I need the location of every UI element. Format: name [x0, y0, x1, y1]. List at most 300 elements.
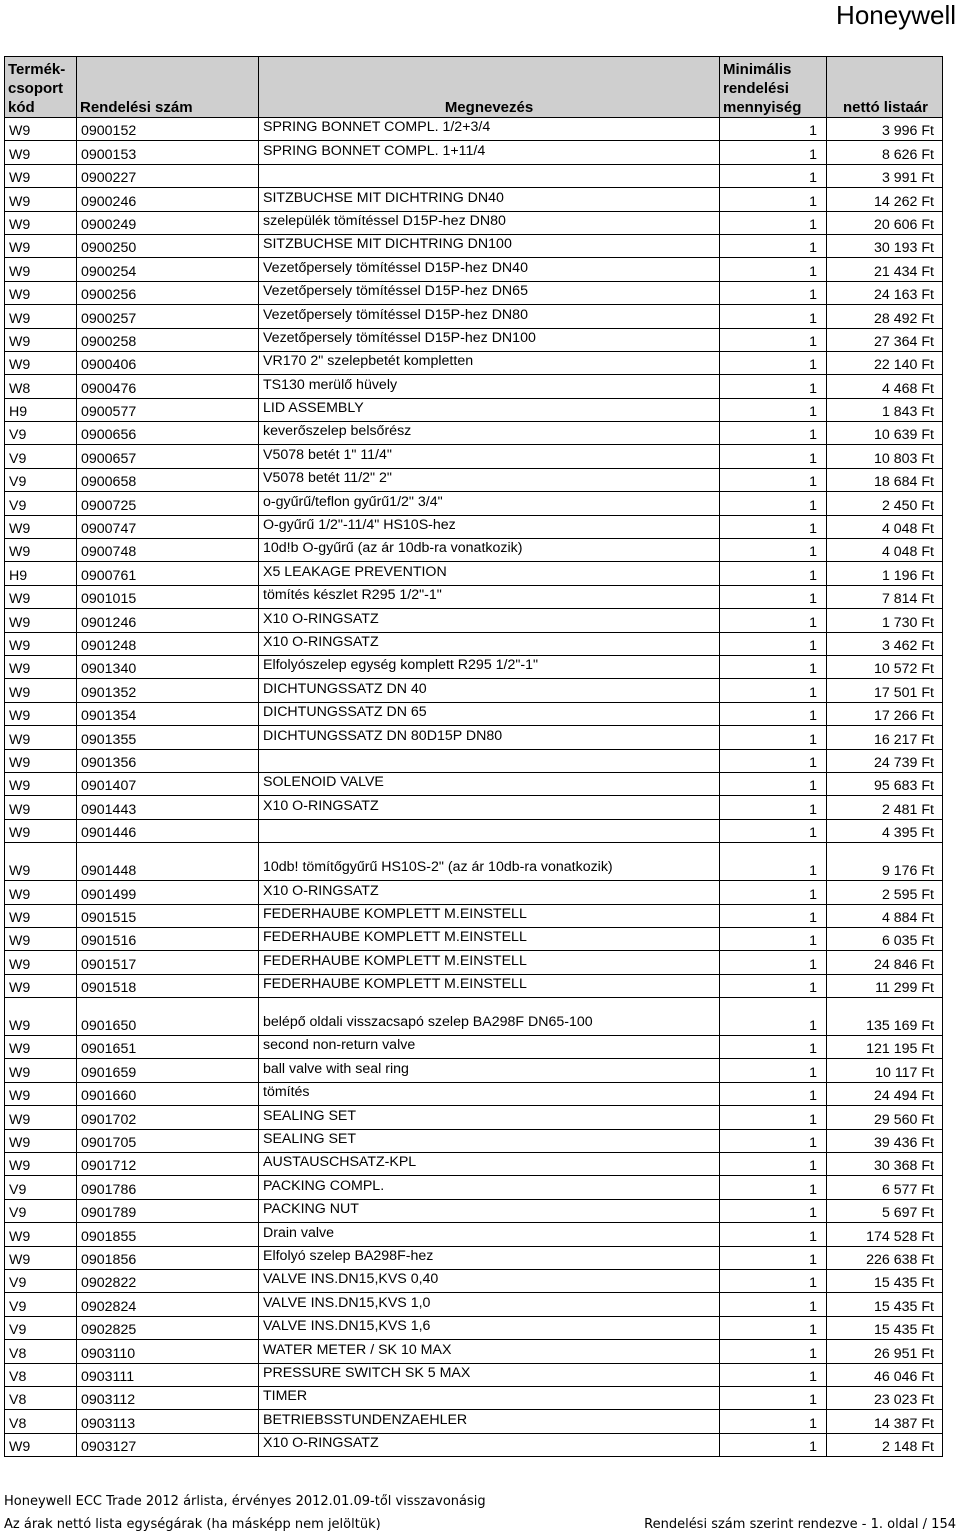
cell-net-price: 20 606 Ft	[827, 211, 943, 234]
table-row	[5, 305, 943, 328]
cell-group-code: V9	[5, 492, 77, 515]
cell-order-number: 0901015	[77, 585, 259, 608]
cell-order-number: 0900249	[77, 211, 259, 234]
cell-order-number: 0901705	[77, 1129, 259, 1152]
cell-group-code: V9	[5, 1293, 77, 1316]
table-row	[5, 1340, 943, 1363]
cell-group-code: W9	[5, 974, 77, 997]
cell-order-number: 0901354	[77, 702, 259, 725]
cell-min-quantity: 1	[720, 702, 827, 725]
cell-description: SEALING SET	[259, 1106, 720, 1129]
cell-net-price: 95 683 Ft	[827, 772, 943, 795]
table-row	[5, 585, 943, 608]
cell-min-quantity: 1	[720, 726, 827, 749]
cell-min-quantity: 1	[720, 562, 827, 585]
cell-order-number: 0901855	[77, 1223, 259, 1246]
cell-net-price: 2 595 Ft	[827, 881, 943, 904]
table-row	[5, 281, 943, 304]
cell-description: VALVE INS.DN15,KVS 1,0	[259, 1293, 720, 1316]
cell-min-quantity: 1	[720, 1293, 827, 1316]
cell-description: WATER METER / SK 10 MAX	[259, 1340, 720, 1363]
cell-order-number: 0901517	[77, 951, 259, 974]
cell-description: SPRING BONNET COMPL. 1/2+3/4	[259, 118, 720, 141]
cell-min-quantity: 1	[720, 1036, 827, 1059]
cell-order-number: 0901659	[77, 1059, 259, 1082]
cell-description: V5078 betét 11/2" 2"	[259, 468, 720, 491]
cell-group-code: W9	[5, 772, 77, 795]
table-row	[5, 1129, 943, 1152]
cell-description: 10db! tömítőgyűrű HS10S-2" (az ár 10db-ra vonatkozik)	[259, 843, 720, 881]
cell-net-price: 16 217 Ft	[827, 726, 943, 749]
cell-description: DICHTUNGSSATZ DN 40	[259, 679, 720, 702]
cell-net-price: 30 193 Ft	[827, 234, 943, 257]
cell-group-code: W9	[5, 351, 77, 374]
cell-description: belépő oldali visszacsapó szelep BA298F DN65-100	[259, 998, 720, 1036]
cell-order-number: 0901786	[77, 1176, 259, 1199]
table-row	[5, 211, 943, 234]
cell-group-code: V8	[5, 1340, 77, 1363]
cell-order-number: 0901499	[77, 881, 259, 904]
price-list-table	[4, 56, 943, 1457]
cell-min-quantity: 1	[720, 118, 827, 141]
table-row	[5, 843, 943, 881]
table-row	[5, 492, 943, 515]
cell-description: V5078 betét 1" 11/4"	[259, 445, 720, 468]
cell-net-price: 1 730 Ft	[827, 609, 943, 632]
cell-min-quantity: 1	[720, 1340, 827, 1363]
cell-net-price: 3 996 Ft	[827, 118, 943, 141]
cell-net-price: 3 991 Ft	[827, 164, 943, 187]
cell-description: X10 O-RINGSATZ	[259, 796, 720, 819]
cell-net-price: 4 048 Ft	[827, 539, 943, 562]
table-row	[5, 1106, 943, 1129]
cell-group-code: W9	[5, 679, 77, 702]
cell-min-quantity: 1	[720, 1176, 827, 1199]
cell-min-quantity: 1	[720, 1246, 827, 1269]
cell-order-number: 0900153	[77, 141, 259, 164]
cell-min-quantity: 1	[720, 881, 827, 904]
cell-description: Vezetőpersely tömítéssel D15P-hez DN40	[259, 258, 720, 281]
cell-description: VALVE INS.DN15,KVS 1,6	[259, 1316, 720, 1339]
cell-net-price: 26 951 Ft	[827, 1340, 943, 1363]
cell-order-number: 0900577	[77, 398, 259, 421]
cell-net-price: 15 435 Ft	[827, 1269, 943, 1292]
table-row	[5, 974, 943, 997]
cell-group-code: V8	[5, 1410, 77, 1433]
cell-order-number: 0900476	[77, 375, 259, 398]
cell-group-code: W9	[5, 726, 77, 749]
cell-order-number: 0900747	[77, 515, 259, 538]
table-row	[5, 234, 943, 257]
table-row	[5, 796, 943, 819]
cell-description: O-gyűrű 1/2"-11/4" HS10S-hez	[259, 515, 720, 538]
cell-group-code: V8	[5, 1363, 77, 1386]
cell-net-price: 29 560 Ft	[827, 1106, 943, 1129]
cell-group-code: W9	[5, 1246, 77, 1269]
table-row	[5, 398, 943, 421]
cell-net-price: 10 572 Ft	[827, 655, 943, 678]
cell-order-number: 0903111	[77, 1363, 259, 1386]
table-body	[5, 118, 943, 1457]
cell-description: LID ASSEMBLY	[259, 398, 720, 421]
cell-group-code: W9	[5, 1036, 77, 1059]
table-row	[5, 749, 943, 772]
table-row	[5, 1316, 943, 1339]
cell-order-number: 0901651	[77, 1036, 259, 1059]
cell-net-price: 24 494 Ft	[827, 1082, 943, 1105]
footer-page-info: Rendelési szám szerint rendezve - 1. oldal / 154	[644, 1517, 956, 1532]
table-row	[5, 1433, 943, 1456]
cell-description: ball valve with seal ring	[259, 1059, 720, 1082]
cell-min-quantity: 1	[720, 1129, 827, 1152]
table-row	[5, 422, 943, 445]
cell-group-code: V9	[5, 1316, 77, 1339]
cell-order-number: 0900406	[77, 351, 259, 374]
cell-order-number: 0901355	[77, 726, 259, 749]
footer-price-note: Az árak nettó lista egységárak (ha másképp nem jelöltük)	[4, 1517, 381, 1532]
table-row	[5, 881, 943, 904]
cell-order-number: 0901340	[77, 655, 259, 678]
cell-net-price: 14 262 Ft	[827, 188, 943, 211]
cell-order-number: 0900246	[77, 188, 259, 211]
cell-min-quantity: 1	[720, 998, 827, 1036]
cell-description: DICHTUNGSSATZ DN 80D15P DN80	[259, 726, 720, 749]
brand-logo: Honeywell	[836, 0, 956, 30]
cell-order-number: 0901448	[77, 843, 259, 881]
table-row	[5, 562, 943, 585]
cell-min-quantity: 1	[720, 632, 827, 655]
cell-group-code: V9	[5, 1269, 77, 1292]
cell-description: SITZBUCHSE MIT DICHTRING DN40	[259, 188, 720, 211]
cell-group-code: W9	[5, 998, 77, 1036]
cell-net-price: 1 843 Ft	[827, 398, 943, 421]
cell-group-code: V9	[5, 1199, 77, 1222]
cell-order-number: 0901789	[77, 1199, 259, 1222]
cell-min-quantity: 1	[720, 1386, 827, 1409]
cell-min-quantity: 1	[720, 1410, 827, 1433]
cell-net-price: 2 450 Ft	[827, 492, 943, 515]
cell-group-code: W9	[5, 585, 77, 608]
cell-group-code: H9	[5, 562, 77, 585]
cell-order-number: 0901246	[77, 609, 259, 632]
cell-group-code: W9	[5, 881, 77, 904]
cell-min-quantity: 1	[720, 1269, 827, 1292]
cell-group-code: W9	[5, 1153, 77, 1176]
cell-net-price: 14 387 Ft	[827, 1410, 943, 1433]
cell-group-code: W9	[5, 305, 77, 328]
cell-min-quantity: 1	[720, 609, 827, 632]
cell-group-code: W9	[5, 141, 77, 164]
cell-min-quantity: 1	[720, 281, 827, 304]
cell-order-number: 0901712	[77, 1153, 259, 1176]
table-row	[5, 702, 943, 725]
cell-min-quantity: 1	[720, 1363, 827, 1386]
cell-group-code: W9	[5, 1129, 77, 1152]
cell-order-number: 0903113	[77, 1410, 259, 1433]
cell-group-code: V9	[5, 422, 77, 445]
cell-description: Vezetőpersely tömítéssel D15P-hez DN80	[259, 305, 720, 328]
cell-group-code: W9	[5, 258, 77, 281]
cell-net-price: 46 046 Ft	[827, 1363, 943, 1386]
table-row	[5, 679, 943, 702]
cell-net-price: 10 639 Ft	[827, 422, 943, 445]
cell-group-code: W9	[5, 1223, 77, 1246]
cell-group-code: W9	[5, 702, 77, 725]
cell-order-number: 0900254	[77, 258, 259, 281]
footer-validity: Honeywell ECC Trade 2012 árlista, érvényes 2012.01.09-től visszavonásig	[4, 1494, 486, 1509]
cell-group-code: W9	[5, 632, 77, 655]
cell-min-quantity: 1	[720, 515, 827, 538]
cell-description: SITZBUCHSE MIT DICHTRING DN100	[259, 234, 720, 257]
cell-net-price: 11 299 Ft	[827, 974, 943, 997]
cell-description: szelepülék tömítéssel D15P-hez DN80	[259, 211, 720, 234]
cell-order-number: 0901407	[77, 772, 259, 795]
cell-order-number: 0900748	[77, 539, 259, 562]
cell-net-price: 2 481 Ft	[827, 796, 943, 819]
cell-net-price: 28 492 Ft	[827, 305, 943, 328]
cell-description: BETRIEBSSTUNDENZAEHLER	[259, 1410, 720, 1433]
cell-description: Elfolyó szelep BA298F-hez	[259, 1246, 720, 1269]
cell-order-number: 0900658	[77, 468, 259, 491]
cell-net-price: 3 462 Ft	[827, 632, 943, 655]
cell-net-price: 5 697 Ft	[827, 1199, 943, 1222]
cell-min-quantity: 1	[720, 539, 827, 562]
table-row	[5, 258, 943, 281]
table-row	[5, 655, 943, 678]
table-row	[5, 1176, 943, 1199]
cell-order-number: 0901518	[77, 974, 259, 997]
cell-order-number: 0901443	[77, 796, 259, 819]
cell-group-code: W9	[5, 211, 77, 234]
cell-description	[259, 819, 720, 842]
cell-net-price: 4 395 Ft	[827, 819, 943, 842]
cell-min-quantity: 1	[720, 655, 827, 678]
cell-min-quantity: 1	[720, 904, 827, 927]
cell-description: X10 O-RINGSATZ	[259, 881, 720, 904]
cell-order-number: 0901352	[77, 679, 259, 702]
cell-min-quantity: 1	[720, 1199, 827, 1222]
table-row	[5, 164, 943, 187]
cell-net-price: 39 436 Ft	[827, 1129, 943, 1152]
cell-order-number: 0900656	[77, 422, 259, 445]
cell-order-number: 0902825	[77, 1316, 259, 1339]
cell-group-code: W9	[5, 1082, 77, 1105]
table-row	[5, 609, 943, 632]
cell-group-code: W9	[5, 328, 77, 351]
cell-min-quantity: 1	[720, 1223, 827, 1246]
cell-group-code: W9	[5, 927, 77, 950]
cell-min-quantity: 1	[720, 164, 827, 187]
cell-order-number: 0901650	[77, 998, 259, 1036]
table-row	[5, 141, 943, 164]
cell-net-price: 2 148 Ft	[827, 1433, 943, 1456]
cell-group-code: W9	[5, 819, 77, 842]
cell-order-number: 0901356	[77, 749, 259, 772]
cell-order-number: 0902822	[77, 1269, 259, 1292]
cell-net-price: 24 163 Ft	[827, 281, 943, 304]
cell-min-quantity: 1	[720, 1059, 827, 1082]
cell-description: second non-return valve	[259, 1036, 720, 1059]
cell-group-code: W9	[5, 118, 77, 141]
table-row	[5, 1059, 943, 1082]
cell-group-code: W9	[5, 655, 77, 678]
cell-description: TIMER	[259, 1386, 720, 1409]
cell-description: TS130 merülő hüvely	[259, 375, 720, 398]
cell-group-code: W9	[5, 843, 77, 881]
cell-net-price: 24 846 Ft	[827, 951, 943, 974]
cell-description: PACKING COMPL.	[259, 1176, 720, 1199]
cell-group-code: W9	[5, 609, 77, 632]
cell-group-code: V9	[5, 445, 77, 468]
cell-description: SPRING BONNET COMPL. 1+11/4	[259, 141, 720, 164]
table-row	[5, 539, 943, 562]
table-row	[5, 904, 943, 927]
cell-order-number: 0901516	[77, 927, 259, 950]
cell-net-price: 4 468 Ft	[827, 375, 943, 398]
table-row	[5, 1246, 943, 1269]
cell-net-price: 7 814 Ft	[827, 585, 943, 608]
table-row	[5, 1363, 943, 1386]
cell-net-price: 21 434 Ft	[827, 258, 943, 281]
table-row	[5, 468, 943, 491]
cell-description: FEDERHAUBE KOMPLETT M.EINSTELL	[259, 951, 720, 974]
cell-description	[259, 164, 720, 187]
cell-net-price: 22 140 Ft	[827, 351, 943, 374]
cell-description: FEDERHAUBE KOMPLETT M.EINSTELL	[259, 927, 720, 950]
cell-order-number: 0902824	[77, 1293, 259, 1316]
cell-description: 10d!b O-gyűrű (az ár 10db-ra vonatkozik)	[259, 539, 720, 562]
header-order-number: Rendelési szám	[77, 57, 259, 118]
table-row	[5, 1223, 943, 1246]
cell-group-code: W9	[5, 539, 77, 562]
cell-net-price: 135 169 Ft	[827, 998, 943, 1036]
cell-description: o-gyűrű/teflon gyűrű1/2" 3/4"	[259, 492, 720, 515]
cell-net-price: 17 501 Ft	[827, 679, 943, 702]
cell-description: SEALING SET	[259, 1129, 720, 1152]
cell-min-quantity: 1	[720, 796, 827, 819]
cell-min-quantity: 1	[720, 234, 827, 257]
cell-order-number: 0900657	[77, 445, 259, 468]
table-row	[5, 1293, 943, 1316]
table-row	[5, 998, 943, 1036]
cell-net-price: 24 739 Ft	[827, 749, 943, 772]
cell-order-number: 0901702	[77, 1106, 259, 1129]
cell-description: PRESSURE SWITCH SK 5 MAX	[259, 1363, 720, 1386]
cell-order-number: 0900257	[77, 305, 259, 328]
cell-min-quantity: 1	[720, 749, 827, 772]
table-row	[5, 1386, 943, 1409]
cell-min-quantity: 1	[720, 375, 827, 398]
cell-min-quantity: 1	[720, 258, 827, 281]
cell-order-number: 0900761	[77, 562, 259, 585]
cell-net-price: 8 626 Ft	[827, 141, 943, 164]
cell-description: VALVE INS.DN15,KVS 0,40	[259, 1269, 720, 1292]
cell-description: AUSTAUSCHSATZ-KPL	[259, 1153, 720, 1176]
header-net-price: nettó listaár	[827, 57, 943, 118]
cell-min-quantity: 1	[720, 398, 827, 421]
cell-net-price: 174 528 Ft	[827, 1223, 943, 1246]
cell-description: DICHTUNGSSATZ DN 65	[259, 702, 720, 725]
table-row	[5, 819, 943, 842]
cell-description: X10 O-RINGSATZ	[259, 632, 720, 655]
cell-min-quantity: 1	[720, 1106, 827, 1129]
table-row	[5, 1036, 943, 1059]
table-row	[5, 1410, 943, 1433]
cell-min-quantity: 1	[720, 492, 827, 515]
table-row	[5, 726, 943, 749]
cell-net-price: 9 176 Ft	[827, 843, 943, 881]
cell-order-number: 0901515	[77, 904, 259, 927]
cell-description: X10 O-RINGSATZ	[259, 1433, 720, 1456]
cell-min-quantity: 1	[720, 1082, 827, 1105]
cell-min-quantity: 1	[720, 679, 827, 702]
cell-net-price: 23 023 Ft	[827, 1386, 943, 1409]
cell-group-code: H9	[5, 398, 77, 421]
cell-order-number: 0900227	[77, 164, 259, 187]
table-row	[5, 1153, 943, 1176]
cell-min-quantity: 1	[720, 351, 827, 374]
cell-group-code: W9	[5, 796, 77, 819]
cell-description: keverőszelep belsőrész	[259, 422, 720, 445]
table-header-row	[5, 57, 943, 118]
cell-net-price: 6 035 Ft	[827, 927, 943, 950]
cell-description: FEDERHAUBE KOMPLETT M.EINSTELL	[259, 974, 720, 997]
cell-description: tömítés	[259, 1082, 720, 1105]
cell-order-number: 0903127	[77, 1433, 259, 1456]
cell-description: PACKING NUT	[259, 1199, 720, 1222]
table-row	[5, 1082, 943, 1105]
cell-group-code: W9	[5, 281, 77, 304]
cell-min-quantity: 1	[720, 328, 827, 351]
cell-net-price: 10 803 Ft	[827, 445, 943, 468]
cell-group-code: V8	[5, 1386, 77, 1409]
table-row	[5, 118, 943, 141]
cell-description: X10 O-RINGSATZ	[259, 609, 720, 632]
table-row	[5, 515, 943, 538]
cell-group-code: W9	[5, 515, 77, 538]
header-group-code: Termék- csoport kód	[5, 57, 77, 118]
cell-description: Vezetőpersely tömítéssel D15P-hez DN100	[259, 328, 720, 351]
table-row	[5, 351, 943, 374]
cell-order-number: 0900250	[77, 234, 259, 257]
cell-description: Vezetőpersely tömítéssel D15P-hez DN65	[259, 281, 720, 304]
cell-net-price: 30 368 Ft	[827, 1153, 943, 1176]
cell-description: VR170 2" szelepbetét kompletten	[259, 351, 720, 374]
cell-min-quantity: 1	[720, 188, 827, 211]
cell-order-number: 0903110	[77, 1340, 259, 1363]
cell-order-number: 0900258	[77, 328, 259, 351]
cell-min-quantity: 1	[720, 974, 827, 997]
cell-net-price: 17 266 Ft	[827, 702, 943, 725]
cell-group-code: W9	[5, 951, 77, 974]
cell-min-quantity: 1	[720, 141, 827, 164]
table-row	[5, 632, 943, 655]
cell-net-price: 15 435 Ft	[827, 1293, 943, 1316]
cell-min-quantity: 1	[720, 843, 827, 881]
table-row	[5, 772, 943, 795]
table-row	[5, 1269, 943, 1292]
cell-net-price: 18 684 Ft	[827, 468, 943, 491]
cell-min-quantity: 1	[720, 468, 827, 491]
cell-min-quantity: 1	[720, 772, 827, 795]
cell-min-quantity: 1	[720, 819, 827, 842]
cell-description: Elfolyószelep egység komplett R295 1/2"-1"	[259, 655, 720, 678]
cell-order-number: 0900256	[77, 281, 259, 304]
cell-order-number: 0901856	[77, 1246, 259, 1269]
cell-order-number: 0900152	[77, 118, 259, 141]
cell-group-code: W9	[5, 1059, 77, 1082]
cell-group-code: V9	[5, 468, 77, 491]
